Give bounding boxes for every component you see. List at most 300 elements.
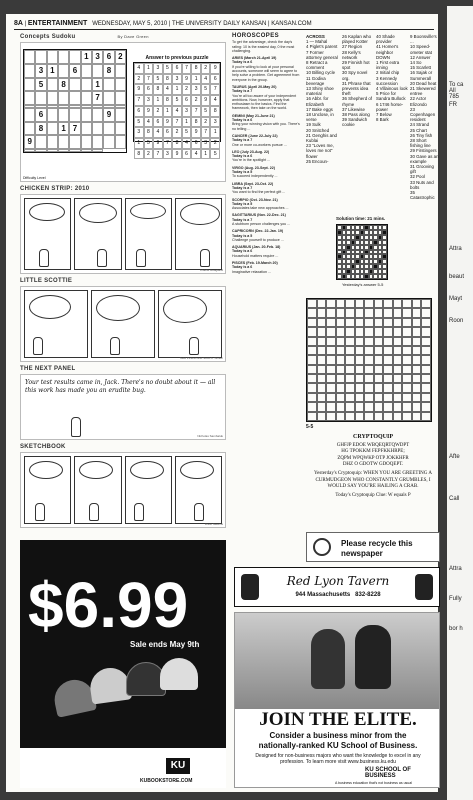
crossword-cell[interactable] <box>383 383 393 392</box>
sudoku-cell[interactable] <box>24 122 35 136</box>
sudoku-cell[interactable] <box>58 149 69 152</box>
sudoku-cell[interactable] <box>92 108 103 122</box>
strip-text: Attra <box>449 566 462 572</box>
sudoku-cell[interactable]: 8 <box>103 64 114 78</box>
sudoku-cell[interactable]: 1 <box>47 64 58 78</box>
crossword-cell[interactable] <box>421 346 431 355</box>
horoscope-text: Imaginative relaxation ... <box>232 269 271 274</box>
answer-cell: 2 <box>172 127 182 138</box>
crossword-cell[interactable] <box>355 318 365 327</box>
sudoku-cell[interactable] <box>24 50 35 64</box>
crossword-cell[interactable] <box>393 308 403 317</box>
next-panel-comic: Your test results came in, Jack. There's no doubt about it — all this work has made you an erudite bug. Nicholas Sambaluk <box>20 374 226 440</box>
horoscope-text: To succeed independently ... <box>232 174 278 179</box>
crossword-cell[interactable] <box>345 365 355 374</box>
crossword-cell[interactable] <box>336 412 346 421</box>
sudoku-cell[interactable]: 1 <box>92 78 103 92</box>
sudoku-cell[interactable] <box>47 149 58 152</box>
crossword-cell[interactable] <box>393 337 403 346</box>
crossword-cell[interactable] <box>336 383 346 392</box>
crossword-cell[interactable] <box>374 365 384 374</box>
sudoku-cell[interactable]: 9 <box>103 108 114 122</box>
crossword-cell[interactable] <box>345 402 355 411</box>
sudoku-cell[interactable] <box>69 108 80 122</box>
sudoku-cell[interactable] <box>92 64 103 78</box>
crossword-cell[interactable] <box>402 393 412 402</box>
sudoku-cell[interactable] <box>58 135 69 149</box>
sudoku-cell[interactable] <box>24 78 35 92</box>
crossword-cell[interactable] <box>421 308 431 317</box>
crossword-cell[interactable] <box>393 346 403 355</box>
crossword-cell[interactable] <box>355 346 365 355</box>
crossword-cell[interactable] <box>326 318 336 327</box>
crossword-cell[interactable] <box>364 299 374 308</box>
crossword-cell[interactable] <box>307 299 317 308</box>
crossword-cell[interactable] <box>355 383 365 392</box>
answer-cell: 2 <box>144 149 154 160</box>
sudoku-cell[interactable] <box>115 64 126 78</box>
crossword-cell[interactable] <box>326 412 336 421</box>
crossword-cell[interactable] <box>412 393 422 402</box>
little-scottie-comic: Todd Pickrell and Scott A. Winter <box>20 286 226 362</box>
crossword-cell[interactable] <box>364 412 374 421</box>
crossword-cell[interactable] <box>421 299 431 308</box>
sudoku-cell[interactable]: 5 <box>35 78 46 92</box>
crossword-cell[interactable] <box>364 318 374 327</box>
crossword-cell[interactable] <box>326 327 336 336</box>
sudoku-cell[interactable] <box>69 135 80 149</box>
crossword-cell[interactable] <box>317 402 327 411</box>
crossword-cell[interactable] <box>412 383 422 392</box>
sudoku-cell[interactable]: 1 <box>81 50 92 64</box>
answer-cell: 5 <box>134 117 144 128</box>
crossword-cell[interactable] <box>307 355 317 364</box>
answer-cell: 9 <box>191 127 201 138</box>
sudoku-cell[interactable] <box>92 122 103 136</box>
horoscope-name: LEO (July 23-Aug. 22) <box>232 149 270 154</box>
crossword-cell[interactable] <box>374 337 384 346</box>
sudoku-cell[interactable]: 6 <box>103 50 114 64</box>
crossword-cell[interactable] <box>307 402 317 411</box>
strip-text: FR <box>449 102 457 108</box>
crossword-clue: 26 Tiny fish <box>410 132 433 138</box>
crossword-cell[interactable] <box>355 299 365 308</box>
crossword-cell[interactable] <box>412 365 422 374</box>
sudoku-cell[interactable] <box>47 108 58 122</box>
crossword-cell[interactable] <box>393 383 403 392</box>
crossword-cell[interactable] <box>402 355 412 364</box>
sudoku-cell[interactable] <box>103 135 114 149</box>
sudoku-cell[interactable] <box>115 108 126 122</box>
crossword-cell[interactable] <box>355 402 365 411</box>
crossword-cell[interactable] <box>336 365 346 374</box>
answer-cell: 7 <box>191 106 201 117</box>
crossword-cell[interactable] <box>374 383 384 392</box>
crossword-cell[interactable] <box>307 337 317 346</box>
crossword-cell[interactable] <box>336 299 346 308</box>
crossword-cell[interactable] <box>364 346 374 355</box>
red-lyon-tavern-ad[interactable]: Red Lyon Tavern 944 Massachusetts 832-8228 <box>234 567 440 607</box>
crossword-cell[interactable] <box>326 365 336 374</box>
sudoku-cell[interactable] <box>69 50 80 64</box>
crossword-cell[interactable] <box>307 393 317 402</box>
sudoku-cell[interactable] <box>103 122 114 136</box>
crossword-cell[interactable] <box>393 318 403 327</box>
crossword-cell[interactable] <box>307 365 317 374</box>
crossword-cell[interactable] <box>317 299 327 308</box>
crossword-cell[interactable] <box>355 327 365 336</box>
crossword-cell[interactable] <box>412 327 422 336</box>
crossword-cell[interactable] <box>355 412 365 421</box>
crossword-cell[interactable] <box>326 402 336 411</box>
sudoku-cell[interactable] <box>103 91 114 105</box>
crossword-cell[interactable] <box>336 327 346 336</box>
crossword-cell[interactable] <box>374 318 384 327</box>
crossword-cell[interactable] <box>374 393 384 402</box>
crossword-cell[interactable] <box>355 355 365 364</box>
sudoku-cell[interactable] <box>35 50 46 64</box>
sudoku-cell[interactable] <box>47 78 58 92</box>
crossword-cell[interactable] <box>402 412 412 421</box>
crossword-cell[interactable] <box>317 346 327 355</box>
crossword-cell[interactable] <box>402 337 412 346</box>
crossword-cell[interactable] <box>345 374 355 383</box>
horoscope-text: Household matters require ... <box>232 253 279 258</box>
crossword-cell[interactable] <box>402 327 412 336</box>
sudoku-cell[interactable] <box>69 78 80 92</box>
answer-cell: 1 <box>153 95 163 106</box>
crossword-cell[interactable] <box>317 318 327 327</box>
sudoku-cell[interactable] <box>81 149 92 152</box>
crossword-cell[interactable] <box>402 402 412 411</box>
crossword-cell[interactable] <box>364 365 374 374</box>
answer-cell: 5 <box>144 138 154 149</box>
crossword-cell[interactable] <box>421 393 431 402</box>
crossword-cell[interactable] <box>383 327 393 336</box>
sudoku-cell[interactable]: 7 <box>92 91 103 105</box>
horoscope-name: GEMINI (May 21-June 21) <box>232 113 275 118</box>
crossword-clue: 15 Scarlett <box>410 65 431 71</box>
answer-cell: 9 <box>210 63 220 74</box>
crossword-cell[interactable] <box>421 374 431 383</box>
crossword-cell[interactable] <box>383 374 393 383</box>
crossword-cell[interactable] <box>364 374 374 383</box>
crossword-cell[interactable] <box>364 402 374 411</box>
crossword-cell[interactable] <box>393 327 403 336</box>
crossword-cell[interactable] <box>307 374 317 383</box>
crossword-cell[interactable] <box>402 346 412 355</box>
crossword-cell[interactable] <box>336 346 346 355</box>
sudoku-cell[interactable] <box>24 108 35 122</box>
crossword-cell[interactable] <box>317 374 327 383</box>
crossword-cell[interactable] <box>326 346 336 355</box>
crossword-cell[interactable] <box>421 365 431 374</box>
answer-cell: 9 <box>182 74 192 85</box>
sudoku-cell[interactable] <box>58 91 69 105</box>
sudoku-grid[interactable] <box>23 49 127 167</box>
crossword-cell[interactable] <box>402 299 412 308</box>
crossword-cell[interactable] <box>412 299 422 308</box>
crossword-cell[interactable] <box>383 308 393 317</box>
sudoku-cell[interactable] <box>24 64 35 78</box>
sudoku-cell[interactable]: 8 <box>58 78 69 92</box>
crossword-cell[interactable] <box>383 355 393 364</box>
answer-cell: 8 <box>144 127 154 138</box>
horoscope-name: LIBRA (Sept. 23-Oct. 22) <box>232 181 274 186</box>
crossword-cell[interactable] <box>393 355 403 364</box>
crossword-clue: 28 Kelly's network <box>342 49 361 60</box>
crossword-cell[interactable] <box>383 412 393 421</box>
crossword-cell[interactable] <box>393 402 403 411</box>
crossword-cell[interactable] <box>307 327 317 336</box>
crossword-cell[interactable] <box>317 337 327 346</box>
sudoku-cell[interactable]: 2 <box>115 50 126 64</box>
crossword-cell[interactable] <box>364 327 374 336</box>
sudoku-cell[interactable] <box>47 122 58 136</box>
crossword-cell[interactable] <box>374 308 384 317</box>
sudoku-cell[interactable] <box>103 78 114 92</box>
crossword-cell[interactable] <box>317 365 327 374</box>
crossword-clue: 26 Kaplan who played Kotter <box>342 34 372 45</box>
crossword-cell[interactable] <box>421 383 431 392</box>
crossword-cell[interactable] <box>336 337 346 346</box>
crossword-cell[interactable] <box>374 355 384 364</box>
crossword-cell[interactable] <box>364 383 374 392</box>
crossword-cell[interactable] <box>326 308 336 317</box>
sudoku-cell[interactable] <box>92 135 103 149</box>
sudoku-cell[interactable]: 7 <box>69 122 80 136</box>
crossword-cell[interactable] <box>336 318 346 327</box>
crossword-clue: 29 Finnish hot spot <box>342 60 370 71</box>
crossword-cell[interactable] <box>393 299 403 308</box>
crossword-cell[interactable] <box>374 327 384 336</box>
crossword-cell[interactable] <box>317 383 327 392</box>
crossword-cell[interactable] <box>383 402 393 411</box>
crossword-cell[interactable] <box>326 393 336 402</box>
crossword-cell[interactable] <box>326 337 336 346</box>
crossword-cell[interactable] <box>336 393 346 402</box>
crossword-cell[interactable] <box>412 402 422 411</box>
crossword-cell[interactable] <box>307 318 317 327</box>
crossword-cell[interactable] <box>326 374 336 383</box>
sudoku-cell[interactable] <box>115 135 126 149</box>
crossword-cell[interactable] <box>345 299 355 308</box>
crossword-cell[interactable] <box>317 327 327 336</box>
sudoku-cell[interactable] <box>35 135 46 149</box>
crossword-cell[interactable] <box>374 346 384 355</box>
horoscope-text: You're all too aware of your independent ambitions. Now, however, apply that enthusiasm to the basics. Find the framework, then take on the world. <box>232 93 297 111</box>
sudoku-cell[interactable]: 3 <box>92 50 103 64</box>
crossword-grid[interactable] <box>306 298 432 422</box>
sudoku-cell[interactable] <box>81 108 92 122</box>
horoscope-rating: Today is a 7 <box>232 138 253 143</box>
crossword-cell[interactable] <box>402 318 412 327</box>
crossword-cell[interactable] <box>336 355 346 364</box>
crossword-cell[interactable] <box>421 402 431 411</box>
sudoku-cell[interactable] <box>81 78 92 92</box>
crossword-cell[interactable] <box>345 327 355 336</box>
crossword-cell[interactable] <box>345 393 355 402</box>
crossword-cell[interactable] <box>336 308 346 317</box>
horoscope-text: One or more co-workers pursue ... <box>232 142 287 147</box>
crossword-cell[interactable] <box>326 355 336 364</box>
crossword-cell[interactable] <box>307 346 317 355</box>
sudoku-cell[interactable] <box>81 91 92 105</box>
crossword-clue: 30 Spy novel org. <box>342 70 368 81</box>
answer-cell: 4 <box>144 117 154 128</box>
crossword-clue: 20 Snitched <box>306 127 330 133</box>
crossword-cell[interactable] <box>412 412 422 421</box>
crossword-cell[interactable] <box>412 318 422 327</box>
crossword-cell[interactable] <box>383 299 393 308</box>
sudoku-cell[interactable] <box>115 122 126 136</box>
crossword-clue: 40 Shade provider <box>376 34 395 45</box>
crossword-cell[interactable] <box>345 318 355 327</box>
crossword-clue: 27 Region <box>342 44 363 50</box>
answer-cell: 5 <box>210 149 220 160</box>
crossword-cell[interactable] <box>421 412 431 421</box>
sudoku-cell[interactable] <box>115 78 126 92</box>
sudoku-cell[interactable] <box>24 149 35 152</box>
crossword-cell[interactable] <box>383 393 393 402</box>
answer-cell: 7 <box>210 84 220 95</box>
crossword-cell[interactable] <box>317 355 327 364</box>
crossword-cell[interactable] <box>374 374 384 383</box>
sudoku-cell[interactable] <box>35 91 46 105</box>
sudoku-cell[interactable]: 6 <box>69 64 80 78</box>
crossword-cell[interactable] <box>345 346 355 355</box>
crossword-cell[interactable] <box>355 308 365 317</box>
sudoku-cell[interactable] <box>81 122 92 136</box>
crossword-cell[interactable] <box>412 374 422 383</box>
crossword-cell[interactable] <box>364 337 374 346</box>
crossword-cell[interactable] <box>421 337 431 346</box>
crossword-clue: 21 Skewered entree <box>410 86 436 97</box>
crossword-cell[interactable] <box>393 374 403 383</box>
answer-cell: 7 <box>134 95 144 106</box>
crossword-number: 5-5 <box>306 424 314 430</box>
sudoku-cell[interactable] <box>69 149 80 152</box>
crossword-cell[interactable] <box>355 337 365 346</box>
crossword-cell[interactable] <box>393 393 403 402</box>
crossword-cell[interactable] <box>336 402 346 411</box>
crossword-cell[interactable] <box>345 308 355 317</box>
answer-cell: 7 <box>182 63 192 74</box>
crossword-cell[interactable] <box>345 355 355 364</box>
crossword-cell[interactable] <box>421 327 431 336</box>
crossword-cell[interactable] <box>317 308 327 317</box>
sudoku-cell[interactable]: 6 <box>35 108 46 122</box>
lion-icon <box>415 574 433 600</box>
strip-text: Fully <box>449 596 462 602</box>
sketchbook-title: SKETCHBOOK <box>20 444 66 450</box>
crossword-cell[interactable] <box>355 374 365 383</box>
horoscope-name: VIRGO (Aug. 23-Sept. 22) <box>232 165 275 170</box>
crossword-cell[interactable] <box>402 374 412 383</box>
ku-bookstore-ad[interactable]: $6.99 Sale ends May 9th KU KUBOOKSTORE.COM <box>20 540 226 788</box>
answer-cell: 4 <box>134 63 144 74</box>
crossword-cell[interactable] <box>393 365 403 374</box>
crossword-clue: 8 Retract a comment <box>306 60 328 71</box>
crossword-cell[interactable] <box>374 412 384 421</box>
sudoku-cell[interactable] <box>58 64 69 78</box>
crossword-cell[interactable] <box>355 365 365 374</box>
sudoku-cell[interactable] <box>24 91 35 105</box>
horoscope-name: SCORPIO (Oct. 23-Nov. 21) <box>232 197 278 202</box>
answer-cell: 9 <box>144 106 154 117</box>
sudoku-cell[interactable] <box>47 91 58 105</box>
sudoku-cell[interactable]: 3 <box>35 64 46 78</box>
crossword-cell[interactable] <box>421 355 431 364</box>
horoscope-text: You want to find the perfect gift ... <box>232 190 286 195</box>
crossword-cell[interactable] <box>412 308 422 317</box>
crossword-cell[interactable] <box>364 393 374 402</box>
crossword-cell[interactable] <box>307 412 317 421</box>
sudoku-cell[interactable] <box>35 149 46 152</box>
sudoku-cell[interactable] <box>47 135 58 149</box>
crossword-cell[interactable] <box>402 308 412 317</box>
crossword-cell[interactable] <box>317 393 327 402</box>
crossword-cell[interactable] <box>326 299 336 308</box>
crossword-cell[interactable] <box>307 383 317 392</box>
crossword-cell[interactable] <box>383 346 393 355</box>
crossword-cell[interactable] <box>317 412 327 421</box>
crossword-cell[interactable] <box>402 365 412 374</box>
sudoku-cell[interactable] <box>69 91 80 105</box>
crossword-clue: 24 Strand <box>410 122 430 128</box>
sudoku-cell[interactable] <box>47 50 58 64</box>
crossword-cell[interactable] <box>374 299 384 308</box>
crossword-clue: 4 Piglet's parent <box>306 44 338 50</box>
page-header: 8A | ENTERTAINMENT WEDNESDAY, MAY 5, 2010 | THE UNIVERSITY DAILY KANSAN | KANSAN.COM <box>14 18 434 30</box>
crossword-cell[interactable] <box>412 355 422 364</box>
crossword-cell[interactable] <box>307 308 317 317</box>
crossword-cell[interactable] <box>412 337 422 346</box>
crossword-cell[interactable] <box>326 383 336 392</box>
sudoku-cell[interactable] <box>58 108 69 122</box>
crossword-cell[interactable] <box>345 337 355 346</box>
sudoku-cell[interactable] <box>81 135 92 149</box>
sudoku-cell[interactable]: 1 <box>58 122 69 136</box>
sudoku-cell[interactable] <box>115 91 126 105</box>
crossword-cell[interactable] <box>421 318 431 327</box>
answer-cell: 9 <box>153 138 163 149</box>
sudoku-cell[interactable]: 8 <box>35 122 46 136</box>
answer-cell: 4 <box>172 106 182 117</box>
sudoku-cell[interactable] <box>92 149 103 152</box>
strip-text: Call <box>449 496 460 502</box>
crossword-cell[interactable] <box>383 318 393 327</box>
crossword-cell[interactable] <box>383 365 393 374</box>
crossword-cell[interactable] <box>374 402 384 411</box>
crossword-cell[interactable] <box>412 346 422 355</box>
crossword-cell[interactable] <box>402 383 412 392</box>
ku-business-ad[interactable]: JOIN THE ELITE. Consider a business minor from the nationally-ranked KU School of Business. Designed for non-business majors who want the knowledge to excel in any profession. To learn more visit www.business.ku.edu KU SCHOOL OF BUSINESS A business education that's not business as usual <box>234 612 440 788</box>
crossword-cell[interactable] <box>364 308 374 317</box>
sudoku-cell[interactable]: 9 <box>24 135 35 149</box>
crossword-cell[interactable] <box>345 412 355 421</box>
sudoku-cell[interactable] <box>58 50 69 64</box>
crossword-clue: 11 Godiva beverage <box>306 75 326 86</box>
crossword-cell[interactable] <box>355 393 365 402</box>
crossword-cell[interactable] <box>336 374 346 383</box>
sudoku-cell[interactable] <box>81 64 92 78</box>
strip-text: All <box>449 88 456 94</box>
crossword-cell[interactable] <box>345 383 355 392</box>
crossword-cell[interactable] <box>393 412 403 421</box>
crossword-cell[interactable] <box>383 337 393 346</box>
crossword-cell[interactable] <box>364 355 374 364</box>
